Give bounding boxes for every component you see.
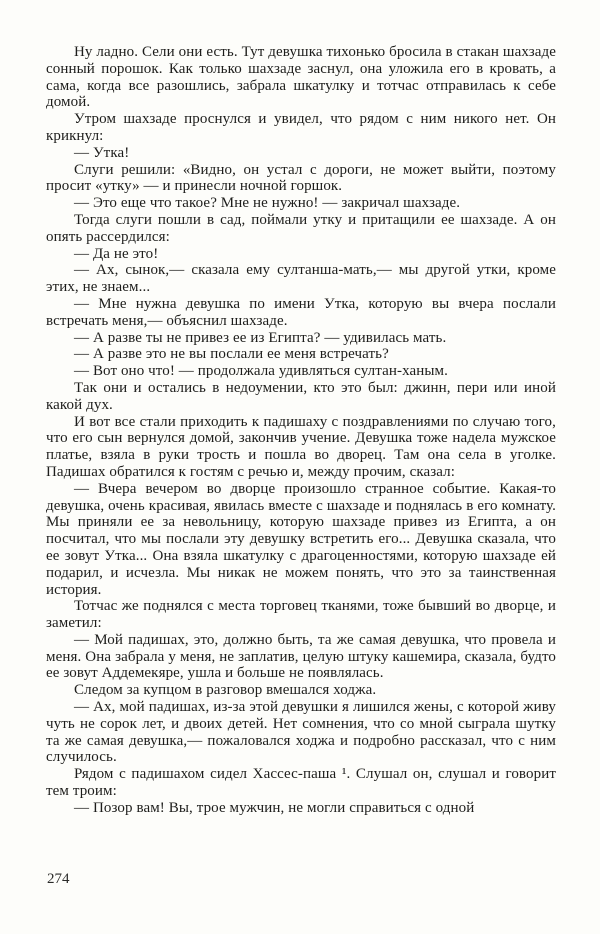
paragraph: Слуги решили: «Видно, он устал с дороги, не может выйти, поэтому просит «утку» — и принесли ночной горшок.	[46, 161, 556, 195]
paragraph: — Ах, сынок,— сказала ему султанша-мать,— мы другой утки, кроме этих, не знаем...	[46, 262, 556, 296]
page-number: 274	[47, 871, 70, 887]
paragraph: И вот все стали приходить к падишаху с поздравлениями по случаю того, что его сын вернулся домой, закончив учение. Девушка тоже надела мужское платье, взяла в руки трость и пошла во дворец. Там она села в уголке. Падишах обратился к гостям с речью и, между прочим, сказал:	[46, 413, 556, 480]
paragraph: Тогда слуги пошли в сад, поймали утку и притащили ее шахзаде. А он опять рассердился:	[46, 211, 556, 245]
paragraph: — Вот оно что! — продолжала удивляться султан-ханым.	[74, 363, 448, 380]
paragraph: — А разве это не вы послали ее меня встречать?	[74, 346, 389, 363]
paragraph: — Вчера вечером во дворце произошло странное событие. Какая-то девушка, очень красивая, явилась вместе с шахзаде и поднялась в его комнату. Мы приняли ее за невольницу, которую шахзаде привез из Египта, а он посчитал, что мы послали эту девушку встретить его... Девушка сказала, что ее зовут Утка... Она взяла шкатулку с драгоценностями, которую шахзаде ей подарил, и исчезла. Мы никак не можем понять, что это за таинственная история.	[46, 480, 556, 598]
paragraph: Ну ладно. Сели они есть. Тут девушка тихонько бросила в стакан шахзаде сонный порошок. Как только шахзаде заснул, она уложила его в кровать, а сама, когда все разошлись, забрала шкатулку и тотчас отправилась к себе домой.	[46, 44, 556, 111]
paragraph: — Мой падишах, это, должно быть, та же самая девушка, что провела и меня. Она забрала у меня, не заплатив, целую штуку кашемира, сказала, будто ее зовут Аддемекяре, ушла и больше не появлялась.	[46, 631, 556, 682]
paragraph: — Да не это!	[74, 245, 159, 262]
paragraph: — Позор вам! Вы, трое мужчин, не могли справиться с одной	[74, 799, 475, 816]
paragraph: Рядом с падишахом сидел Хассес-паша ¹. Слушал он, слушал и говорит тем троим:	[46, 766, 556, 800]
paragraph: Так они и остались в недоумении, кто это был: джинн, пери или иной какой дух.	[46, 379, 556, 413]
page-text	[46, 44, 556, 817]
paragraph: — Ах, мой падишах, из-за этой девушки я лишился жены, с которой живу чуть не сорок лет, и двоих детей. Нет сомнения, что со мной сыграла шутку та же самая девушка,— пожаловался ходжа и подробно рассказал, что с ним случилось.	[46, 699, 556, 766]
paragraph: Утром шахзаде проснулся и увидел, что рядом с ним никого нет. Он крикнул:	[46, 111, 556, 144]
paragraph: — А разве ты не привез ее из Египта? — удивилась мать.	[74, 329, 447, 346]
paragraph: Следом за купцом в разговор вмешался ходжа.	[74, 682, 377, 699]
paragraph: — Мне нужна девушка по имени Утка, которую вы вчера послали встречать меня,— объяснил шахзаде.	[46, 295, 556, 329]
paragraph: — Утка!	[74, 144, 130, 161]
paragraph: — Это еще что такое? Мне не нужно! — закричал шахзаде.	[74, 195, 461, 212]
paragraph: Тотчас же поднялся с места торговец тканями, тоже бывший во дворце, и заметил:	[46, 598, 556, 632]
